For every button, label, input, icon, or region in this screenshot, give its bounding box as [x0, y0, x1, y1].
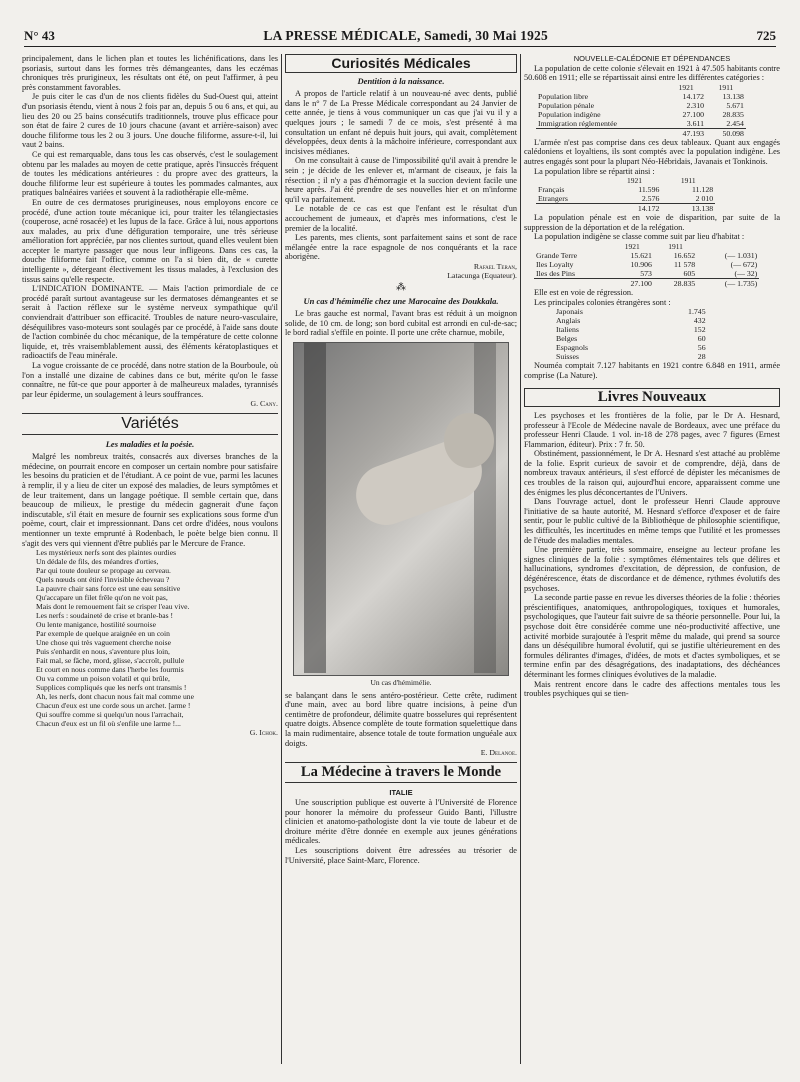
- cell: 11.128: [692, 185, 714, 195]
- cell: 28: [697, 352, 706, 362]
- paragraph: L'INDICATION DOMINANTE. — Mais l'action primordiale de ce procédé paraît surtout avantageuse sur les dermatoses démangeantes et se serait à l'action réflexe sur le système nerveux sympathique qu'il conviendrait d'attribuer son efficacité. Troubles de nature neuro-vasculaire, déséquilibres vaso-moteurs sont soulagés par ce procédé, à l'aide sans doute de l'action combinée du choc mécanique, de la température de cette colonne liquide, et, très vraisemblablement aussi, des éléments kératoplastiques et radioactifs de l'eau minérale.: [22, 284, 278, 361]
- article-heading: NOUVELLE-CALÉDONIE ET DÉPENDANCES: [573, 54, 731, 63]
- verse-line: Qui souffre comme si quelqu'un nous l'arrachait,: [36, 710, 184, 720]
- article-subtitle: Un cas d'hémimélie chez une Marocaine des Doukkala.: [303, 295, 499, 306]
- hemimelia-photo: [293, 342, 509, 676]
- signature: G. Ichok.: [249, 728, 278, 738]
- paragraph: On me consultait à cause de l'impossibilité qu'il avait à prendre le sein ; je décide de les enlever et, m'armant de ciseaux, je fais la résection ; il n'y a pas d'hémorragie et la succion devient facile une heure après. J'ai été prendre de ses nouvelles hier et on m'informe qu'il va parfaitement.: [285, 156, 517, 204]
- verse-line: Chacun d'eux est un fil où s'enfile une larme !...: [36, 719, 181, 729]
- verse-line: Par qui toute douleur se propage au cerveau.: [36, 566, 171, 576]
- paragraph: Une première partie, très sommaire, enseigne au lecteur profane les signes cliniques de la folie : symptômes élémentaires tels que délires et hallucinations, syndromes d'excitation, de dépression, de confusion, de dégénérescence, états de discordance et de démence, rythmes évolutifs des psychoses.: [524, 545, 780, 593]
- row-label: Italiens: [556, 325, 579, 335]
- signature: G. Cany.: [250, 399, 278, 409]
- page-number: 725: [756, 28, 776, 43]
- paragraph: Malgré les nombreux traités, consacrés aux diverses branches de la médecine, on pourrait encore en composer un certain nombre pour satisfaire les besoins du praticien et de l'étudiant. A ce point de vue, parmi les lacunes à remplir, il y a lieu de citer un exposé des maladies, de leurs symptômes et de leur traitement, dans un langage poétique. Il semble certain que, dans beaucoup de milieux, le prestige du médecin gagnerait d'une façon indiscutable, s'il était en mesure de fournir ses explications sous forme d'un poème, court, clair et impressionnant. Dans cet ordre d'idées, nous voulons mentionner un texte emprunté à Rodenbach, le poète belge bien connu. Il s'agit des vers qui viennent d'être publiés par le Mercure de France.: [22, 452, 278, 548]
- paragraph: Les souscriptions doivent être adressées au trésorier de l'Université, place Saint-Marc, Florence.: [285, 845, 517, 865]
- verse-line: Les mystérieux nerfs sont des plaintes ourdies: [36, 548, 177, 558]
- article-subtitle: Les maladies et la poésie.: [105, 438, 195, 449]
- signature: Rafael Teran,: [473, 261, 517, 271]
- column-middle: [285, 54, 517, 865]
- paragraph: La seconde partie passe en revue les diverses théories de la folie : théories préscientifiques, anatomiques, anthropologiques, toxiques et humorales, psychologiques, que l'auteur fait suivre de sa théorie personnelle. Pour lui, la psychose doit être considérée comme une néo-productivité affective, une activité morbide surajoutée à l'esprit même du malade, qui prend sa source dans un déséquilibre humoral évolutif, qui se justifie ultérieurement en des formules délirantes d'images, d'idées, de mots et d'actes symboliques, et se termine enfin par des désagrégations, des inadaptations, des déchéances déterminant les formes cliniques évolutives de la maladie.: [524, 593, 780, 679]
- verse-line: Ou lente manigance, hostilité sournoise: [36, 620, 156, 630]
- cell: 14.172: [682, 91, 704, 101]
- total-cell: 50.098: [722, 128, 744, 138]
- cell: (— 1.031): [724, 250, 758, 260]
- photo-shadow: [474, 343, 496, 673]
- row-label: Etrangers: [538, 194, 568, 204]
- cell: 573: [640, 268, 652, 278]
- cell: 1.745: [688, 307, 706, 317]
- poem: [22, 548, 278, 728]
- section-title-livres: Livres Nouveaux: [524, 388, 780, 407]
- paragraph: Ce qui est remarquable, dans tous les cas observés, c'est le soulagement obtenu par les malades au moyen de cette pratique, après l'insuccès fréquent de toutes les médications antérieures : du propre avec des gratteurs, la douche filiforme leur est supérieure à toutes les pommades calmantes, aux pratiques balnéaires variées et souvent à la radiothérapie elle-même.: [22, 149, 278, 198]
- verse-line: Chacun d'eux est une corde sous un archet. [arme !: [36, 701, 191, 711]
- paragraph: La population de cette colonie s'élevait en 1921 à 47.505 habitants contre 50.608 en 1911; elle se répartissait ainsi entre les différentes catégories :: [524, 63, 780, 83]
- verse-line: Un dédale de fils, des méandres d'orties,: [36, 557, 159, 567]
- separator-stars: ⁂: [396, 282, 406, 294]
- col-header: 1911: [668, 241, 683, 251]
- book-reference: Les psychoses et les frontières de la folie, par le Dr A. Hesnard, professeur à l'Ecole de Médecine navale de Bordeaux, avec une préface du professeur Henri Claude. 1 vol. in-18 de 278 pages, avec 7 figures (Ernest Flammarion, éditeur). Prix : 7 fr. 50.: [524, 410, 780, 449]
- row-label: Français: [538, 185, 565, 195]
- cell: 152: [693, 325, 706, 335]
- column-rule: [281, 54, 282, 1064]
- paragraph: A propos de l'article relatif à un nouveau-né avec dents, publié dans le n° 7 de La Presse Médicale correspondant au 24 Janvier de cette année, je tiens à vous communiquer un cas que j'ai vu il y a quelques jours ; le samedi 7 de ce mois, s'est présenté à ma consultation un enfant né depuis huit jours, qui avait, complètement développées, deux dents à la mâchoire inférieure, correspondant aux incisives médianes.: [285, 89, 517, 156]
- signature-place: Latacunga (Equateur).: [447, 271, 517, 281]
- row-label: Iles Loyalty: [536, 259, 574, 269]
- signature: E. Delanoe.: [480, 748, 517, 758]
- col-header: 1921: [624, 241, 640, 251]
- verse-line: Mais dont le remouement fait se crisper l'eau vive.: [36, 602, 190, 612]
- verse-line: Ou va comme un poison volatil et qui brûle,: [36, 674, 170, 684]
- verse-line: Ah, les nerfs, dont chacun nous fait mal comme une: [36, 692, 194, 702]
- cell: 5.671: [726, 100, 744, 110]
- total-cell: 27.100: [630, 278, 652, 288]
- paragraph: Dans l'ouvrage actuel, dont le professeur Henri Claude approuve l'initiative de sa haute autorité, M. Hesnard s'efforce d'exposer et de faire sentir, pour le public cultivé de la Bibliothèque de philosophie scientifique, les difficultés, les incertitudes en même temps que l'utilité et les promesses de l'étude des maladies mentales.: [524, 497, 780, 545]
- col-header: 1911: [680, 176, 696, 186]
- row-label: Belges: [556, 334, 578, 344]
- masthead-title: LA PRESSE MÉDICALE, Samedi, 30 Mai 1925: [263, 28, 548, 43]
- photo-shadow: [304, 343, 326, 673]
- cell: 27.100: [682, 109, 704, 119]
- col-header: 1921: [678, 82, 694, 92]
- verse-line: Et court en nous comme dans l'herbe les fourmis: [36, 665, 184, 675]
- issue-number: N° 43: [24, 28, 55, 43]
- cell: 11 578: [674, 259, 696, 269]
- verse-line: Une chose qui très vaguement cherche noise: [36, 638, 171, 648]
- row-label: Japonais: [556, 307, 583, 317]
- total-cell: 28.835: [673, 278, 696, 288]
- paragraph: principalement, dans le lichen plan et toutes les lichénifications, dans les psoriasis, surtout dans les formes très démangeantes, dans les eczémas chroniques très prurigineux, les résultats ont été, on peut l'affirmer, à peu près constamment favorables.: [22, 54, 278, 92]
- cell: 28.835: [722, 109, 744, 119]
- section-title-varietes: Variétés: [22, 413, 278, 435]
- cell: 16.652: [673, 250, 696, 260]
- population-table: [536, 83, 746, 138]
- free-population-table: [536, 176, 715, 213]
- foreign-colonies-table: [554, 307, 708, 361]
- page-header: [24, 26, 776, 47]
- cell: 2 010: [695, 194, 714, 204]
- section-title-medecine: La Médecine à travers le Monde: [285, 762, 517, 784]
- col-header: 1911: [718, 82, 734, 92]
- paragraph: En outre de ces dermatoses prurigineuses, nous employons encore ce procédé, d'une action toute mécanique ici, pour traiter les télangiectasies (couperose, acné rosacée) et les lupus de la face. Grâce à lui, nous apportons aux malades, au prix d'une défiguration temporaire, une très sérieuse amélioration fort appréciée, par nos clientes surtout, quand elles veulent bien accepter le martyre passager que nous leur infligeons. Dans ces cas, la douche filiforme fait l'office, comme on l'a si bien dit, de « curette intelligente », détergeant électivement les tissus malades, à l'exclusion des tissus sains qu'elle respecte.: [22, 197, 278, 284]
- verse-line: Fait mal, se fâche, mord, glisse, s'accroît, pullule: [36, 656, 185, 666]
- paragraph: Les principales colonies étrangères sont :: [534, 297, 671, 307]
- cell: 2.310: [686, 100, 704, 110]
- row-label: Suisses: [556, 352, 579, 362]
- paragraph: L'armée n'est pas comprise dans ces deux tableaux. Quant aux engagés calédoniens et loyaltiens, ils sont comptés avec la population indigène. Les autres engagés sont pour la plupart Néo-Hébridais, Javanais et Tonkinois.: [524, 137, 780, 166]
- cell: (— 672): [730, 259, 758, 269]
- verse-line: Qu'accapare un filet frêle qu'on ne voit pas,: [36, 593, 168, 603]
- cell: 10.906: [630, 259, 652, 269]
- cell: 432: [693, 316, 706, 326]
- verse-line: Supplices compliqués que les nerfs ont transmis !: [36, 683, 187, 693]
- cell: 605: [683, 268, 696, 278]
- paragraph: Nouméa comptait 7.127 habitants en 1921 contre 6.848 en 1911, armée comprise (La Nature).: [524, 361, 780, 380]
- cell: 15.621: [630, 250, 652, 260]
- paragraph: Obstinément, passionnément, le Dr A. Hesnard s'est attaché au problème de la folie. Esprit curieux de savoir et de comprendre, déjà, dans de nombreux travaux antérieurs, il s'est efforcé de dépister les mécanismes de ces troubles de la raison qui, aujourd'hui encore, apparaissent comme une des énigmes les plus déconcertantes de l'Univers.: [524, 449, 780, 497]
- verse-line: Les nerfs : soudaineté de crise et branle-bas !: [36, 611, 174, 621]
- paragraph: Le notable de ce cas est que l'enfant est le résultat d'un accouchement de jumeaux, et d'après mes informations, c'est le premier de la localité.: [285, 204, 517, 233]
- country-heading: ITALIE: [389, 788, 413, 798]
- cell: 60: [697, 334, 706, 344]
- paragraph: Les parents, mes clients, sont parfaitement sains et sont de race mélangée entre la race espagnole de nos conquérants et la race aborigène.: [285, 233, 517, 262]
- column-rule: [520, 54, 521, 1064]
- native-population-table: [534, 242, 759, 288]
- row-label: Anglais: [556, 316, 581, 326]
- article-subtitle: Dentition à la naissance.: [357, 75, 445, 86]
- section-title-curiosites: Curiosités Médicales: [285, 54, 517, 73]
- verse-line: Puis s'enhardit en nous, s'aventure plus loin,: [36, 647, 170, 657]
- total-cell: 47.193: [682, 128, 704, 138]
- cell: 56: [697, 343, 706, 353]
- row-label: Grande Terre: [536, 250, 578, 260]
- paragraph: Elle est en voie de régression.: [534, 287, 634, 297]
- cell: 3.611: [686, 118, 704, 128]
- cell: 13.138: [722, 91, 744, 101]
- paragraph: La vogue croissante de ce procédé, dans notre station de la Bourboule, où l'on a installé une dizaine de cabines dans ce but, mérite qu'on le fasse connaître, ne fût-ce que pour apporter à de malheureux malades, tyrannisés par leur épiderme, un soulagement à leurs souffrances.: [22, 361, 278, 399]
- column-left: [22, 54, 278, 738]
- total-cell: (— 1.735): [724, 278, 758, 288]
- paragraph: Le bras gauche est normal, l'avant bras est réduit à un moignon solide, de 10 cm. de long; son bord cubital est arrondi en cul-de-sac; le bord radial s'effile en pointe. Il porte une crête charnue, mobile,: [285, 309, 517, 338]
- verse-line: Quels nœuds ont étiré l'invisible écheveau ?: [36, 575, 170, 585]
- paragraph: se balançant dans le sens antéro-postérieur. Cette crête, rudiment d'une main, avec au bord libre quatre incisions, à peine d'un centimètre de profondeur, délimite quatre bosselures qui représentent quatre doigts. Absence complète de toute formation squelettique dans la main rudimentaire, absence totale de toute formation unguéale aux doigts.: [285, 690, 517, 748]
- paragraph: La population pénale est en voie de disparition, par suite de la suppression de la déportation et de la relégation.: [524, 213, 780, 232]
- paragraph: Mais rentrent encore dans le cadre des affections mentales tous les troubles psychiques qui se tien-: [524, 679, 780, 699]
- row-label: Population libre: [538, 91, 589, 101]
- cell: (— 32): [734, 268, 758, 278]
- cell: 2.454: [726, 118, 744, 128]
- paragraph: Une souscription publique est ouverte à l'Université de Florence pour honorer la mémoire du professeur Guido Banti, l'illustre clinicien et anatomo-pathologiste dont la vie toute de labeur et de droiture mérite d'être donnée en exemple aux jeunes générations médicales.: [285, 797, 517, 846]
- row-label: Population indigène: [538, 109, 601, 119]
- row-label: Espagnols: [556, 343, 589, 353]
- row-label: Immigration réglementée: [538, 118, 618, 128]
- photo-caption: Un cas d'hémimélie.: [370, 678, 432, 688]
- verse-line: Par exemple de quelque araignée en un coin: [36, 629, 170, 639]
- cell: 11.596: [638, 185, 660, 195]
- row-label: Population pénale: [538, 100, 595, 110]
- col-header: 1921: [626, 176, 642, 186]
- paragraph: La population libre se répartit ainsi :: [534, 166, 655, 176]
- row-label: Iles des Pins: [536, 268, 575, 278]
- paragraph: Je puis citer le cas d'un de nos clients fidèles du Sud-Ouest qui, atteint d'un psoriasis étendu, vient à nous 2 fois par an, depuis 5 ou 6 ans, et qui, au lieu des 20 ou 25 bains consécutifs traditionnels, trouve plus efficace pour son état de faire 2 cures de 10 jours chacune (avant et arrière-saison) avec douche filiforme tous les 2 ou 3 jours. Une douche filiforme, assure-t-il, lui vaut 2 bains.: [22, 92, 278, 150]
- photo-stump: [444, 413, 494, 468]
- total-cell: 13.138: [691, 204, 714, 214]
- cell: 2.576: [641, 194, 660, 204]
- verse-line: La pauvre chair sans force est une eau sensitive: [36, 584, 181, 594]
- paragraph: La population indigène se classe comme suit par lieu d'habitat :: [534, 232, 745, 242]
- column-right: [524, 54, 780, 699]
- total-cell: 14.172: [637, 204, 660, 214]
